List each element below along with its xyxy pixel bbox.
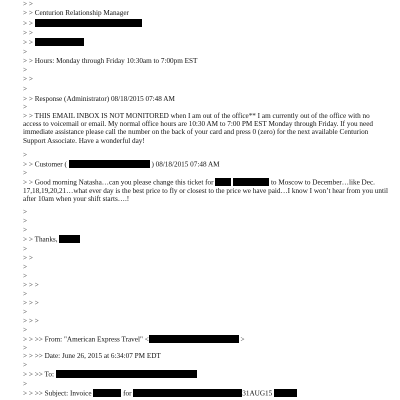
- redaction-block: [35, 38, 84, 46]
- redaction-block: [215, 178, 231, 186]
- to-label: > > >> To:: [23, 370, 54, 379]
- response-header: > > Response (Administrator) 08/18/2015 07:48 AM: [23, 95, 175, 103]
- quote-line: >: [23, 344, 28, 352]
- quote-line: > > >: [23, 281, 39, 289]
- message-rest: Moscow to December…like Dec. 17,18,19,20,21…what ever day is the best price to fly or closest to the price we have paid…I know I won’t hear from you until after 10am when your shift starts….!: [23, 178, 388, 203]
- quote-line: > > >: [23, 317, 39, 325]
- date-line: > > >> Date: June 26, 2015 at 6:34:07 PM EDT: [23, 352, 161, 360]
- quote-line: >: [23, 308, 28, 316]
- quote-line: >: [23, 103, 28, 111]
- quote-line: >: [23, 245, 28, 253]
- message-start: > > Good morning Natasha…can you please change this ticket for: [23, 178, 214, 187]
- quote-line: > >: [23, 0, 33, 8]
- quote-line: > >: [23, 75, 33, 83]
- redaction-block: [133, 389, 242, 397]
- quote-line: > >: [23, 254, 33, 262]
- auto-reply-paragraph: > > THIS EMAIL INBOX IS NOT MONITORED when I am out of the office** I am currently out of the office with no access to voicemail or email. My normal office hours are 10:30 AM to 7:00 PM EST Monday through Friday. If you need immediate assistance please call the number on the back of your card and press 0 (zero) for the next available Centurion Support Associate. Have a wonderful day!: [23, 112, 373, 145]
- quote-line: >: [23, 85, 28, 93]
- from-end: >: [240, 335, 245, 344]
- quote-line: >: [23, 361, 28, 369]
- quote-prefix: > >: [23, 19, 33, 28]
- customer-label: > > Customer (: [23, 160, 67, 169]
- redaction-block: [149, 335, 239, 343]
- subject-line: [23, 389, 389, 398]
- quote-line: >: [23, 217, 28, 225]
- subject-date: 31AUG15: [242, 389, 273, 398]
- redaction-block: [274, 389, 297, 397]
- quote-line: >: [23, 290, 28, 298]
- quote-line: > > >: [23, 299, 39, 307]
- customer-message: [23, 178, 389, 203]
- thanks-text: > > Thanks,: [23, 235, 58, 244]
- quote-line: >: [23, 380, 28, 388]
- redacted-line: [23, 38, 389, 47]
- subject-label: > > >> Subject: Invoice: [23, 389, 92, 398]
- redacted-line: [23, 19, 389, 28]
- to-line: [23, 370, 389, 379]
- redaction-block: [56, 370, 197, 378]
- quote-prefix: > >: [23, 38, 33, 47]
- quote-line: >: [23, 263, 28, 271]
- redaction-block: [233, 178, 269, 186]
- redaction-block: [59, 235, 80, 243]
- from-label: > > >> From: "American Express Travel" <: [23, 335, 149, 344]
- quote-line: >: [23, 169, 28, 177]
- quote-line: >: [23, 208, 28, 216]
- customer-timestamp: ) 08/18/2015 07:48 AM: [151, 160, 220, 169]
- thanks-line: [23, 235, 389, 244]
- signature-title-line: > > Centurion Relationship Manager: [23, 9, 129, 17]
- hours-line: > > Hours: Monday through Friday 10:30am to 7:00pm EST: [23, 57, 198, 65]
- quote-line: >: [23, 66, 28, 74]
- quote-line: >: [23, 151, 28, 159]
- quote-line: > >: [23, 29, 33, 37]
- quote-line: >: [23, 226, 28, 234]
- message-to: to: [270, 178, 277, 187]
- subject-for: for: [123, 389, 132, 398]
- from-line: [23, 335, 389, 344]
- quote-line: >: [23, 272, 28, 280]
- redaction-block: [69, 160, 150, 168]
- redaction-block: [93, 389, 121, 397]
- customer-header: [23, 160, 389, 169]
- quote-line: >: [23, 48, 28, 56]
- quote-line: >: [23, 326, 28, 334]
- redaction-block: [35, 19, 142, 27]
